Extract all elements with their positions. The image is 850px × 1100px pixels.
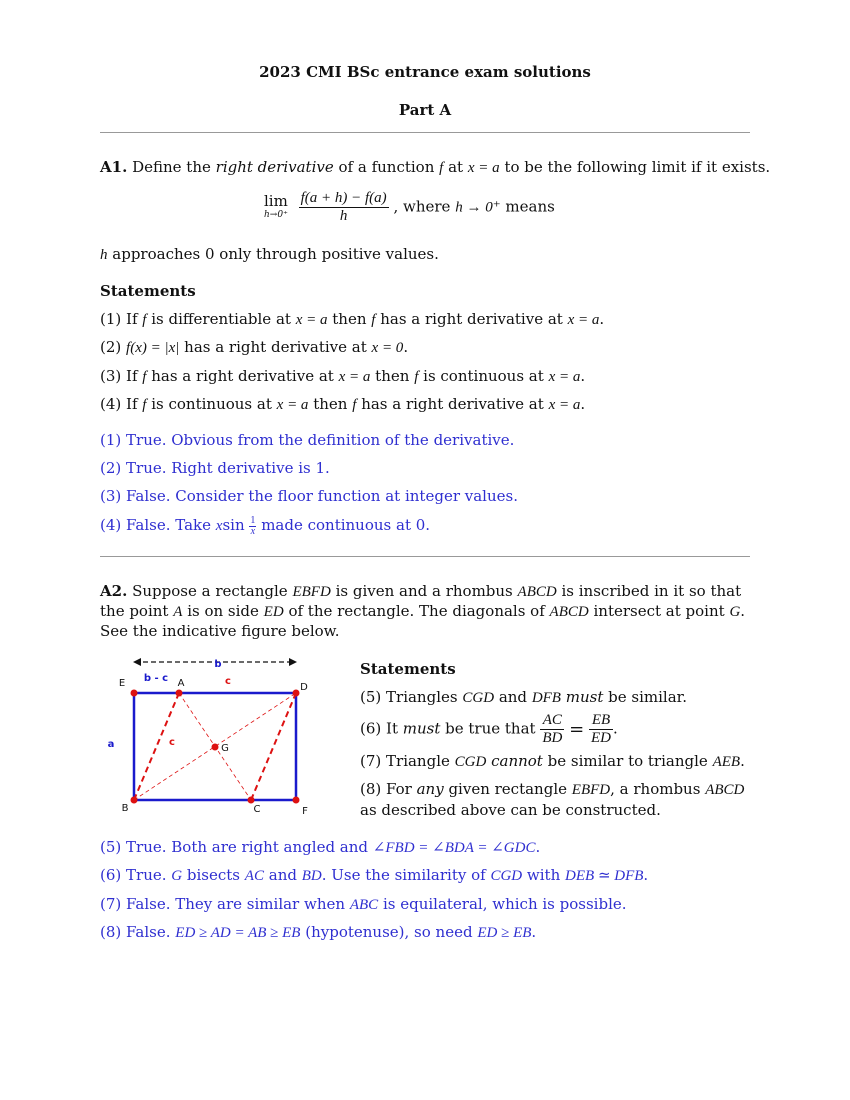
fraction-AC-BD — [540, 712, 564, 747]
answer-4 — [100, 515, 750, 537]
answer-8 — [100, 922, 750, 943]
text: with — [526, 866, 561, 884]
numerator: 1 — [250, 514, 256, 526]
text: has a right derivative at — [361, 395, 544, 413]
emphasis: must — [565, 688, 604, 706]
math: ∠FBD = ∠BDA = ∠GDC — [372, 840, 536, 856]
math: DFB — [531, 690, 561, 706]
math: AEB — [712, 754, 741, 770]
text: means — [505, 197, 555, 216]
math: ED ≥ EB — [477, 925, 532, 941]
text: . — [535, 838, 541, 856]
text: (3) If — [100, 367, 138, 385]
b-arrow-right-head — [289, 658, 297, 666]
math: x = a — [467, 160, 500, 176]
answer-6 — [100, 865, 750, 886]
label-a: a — [107, 739, 115, 750]
text: is given and a rhombus — [335, 582, 513, 600]
label-B: B — [121, 803, 129, 814]
math: EBFD — [292, 584, 331, 600]
text: . — [613, 719, 618, 738]
math: f — [352, 397, 357, 413]
text: then — [313, 395, 348, 413]
label-c-top: c — [225, 676, 231, 687]
numerator: EB — [589, 712, 613, 730]
text: (6) True. — [100, 866, 167, 884]
math: x = 0 — [371, 340, 404, 356]
text: Suppose a rectangle — [132, 582, 288, 600]
label-c-side: c — [169, 737, 175, 748]
text: is continuous at — [151, 395, 272, 413]
text: and — [268, 866, 297, 884]
label-b-minus-c: b - c — [143, 673, 169, 684]
text: has a right derivative at — [380, 310, 563, 328]
text: is equilateral, which is possible. — [382, 895, 627, 913]
text: is continuous at — [423, 367, 544, 385]
math: G — [171, 868, 183, 884]
text: . — [531, 923, 537, 941]
math: ED ≥ AD = AB ≥ EB — [175, 925, 301, 941]
math: ABCD — [705, 782, 745, 798]
a1-label: A1. — [100, 158, 128, 176]
text: (8) For — [360, 780, 412, 798]
point-F — [293, 797, 300, 804]
math: CGD — [454, 754, 487, 770]
a2-intro-line-1 — [100, 581, 750, 602]
math: x = a — [338, 369, 371, 385]
text: is inscribed in it so that — [561, 582, 742, 600]
text: , a rhombus — [610, 780, 701, 798]
divider — [100, 132, 750, 133]
text: the point — [100, 602, 169, 620]
math: A — [173, 604, 183, 620]
text: (7) False. They are similar when — [100, 895, 346, 913]
statement-7 — [360, 752, 745, 771]
statement-3 — [100, 366, 750, 387]
statement-2 — [100, 337, 750, 358]
text: is on side — [187, 602, 259, 620]
numerator: AC — [540, 712, 564, 730]
text: Define the — [132, 158, 211, 176]
text: (1) If — [100, 310, 138, 328]
answer-2: (2) True. Right derivative is 1. — [100, 459, 330, 477]
math: f — [414, 369, 419, 385]
rhombus-rectangle-figure — [100, 650, 330, 820]
limit-formula — [264, 190, 555, 225]
text: (8) False. — [100, 923, 171, 941]
math: h → 0⁺ — [455, 199, 501, 216]
text: and — [498, 688, 528, 706]
point-B — [131, 797, 138, 804]
text: . Use the similarity of — [321, 866, 486, 884]
math: CGD — [462, 690, 495, 706]
math: f — [371, 312, 376, 328]
denominator: ED — [591, 730, 612, 746]
math: BD — [301, 868, 322, 884]
math: DEB ≃ DFB — [565, 868, 644, 884]
math: CGD — [490, 868, 523, 884]
math: AC — [244, 868, 264, 884]
text: be true that — [445, 719, 536, 738]
limit-fraction — [299, 190, 389, 225]
text: . — [643, 866, 649, 884]
a2-intro-line-3: See the indicative figure below. — [100, 622, 340, 640]
text: approaches 0 only through positive values. — [112, 245, 439, 263]
fraction-EB-ED — [589, 712, 613, 747]
statement-8 — [360, 780, 744, 799]
label-C: C — [253, 804, 261, 815]
denominator: BD — [542, 730, 563, 746]
statement-5 — [360, 688, 687, 707]
text: made continuous at 0. — [261, 516, 431, 534]
a1-continuation — [100, 244, 750, 265]
math: ED — [263, 604, 284, 620]
math: x = a — [548, 397, 581, 413]
text: . — [580, 367, 586, 385]
text: of a function — [338, 158, 435, 176]
lim-sub: h→0⁺ — [264, 209, 288, 220]
text: , where — [393, 197, 451, 216]
text: given rectangle — [448, 780, 567, 798]
math: x = a — [276, 397, 309, 413]
answer-7 — [100, 894, 750, 915]
math: G — [729, 604, 741, 620]
text: of the rectangle. The diagonals of — [288, 602, 545, 620]
term: right derivative — [215, 158, 334, 176]
math: x = a — [567, 312, 600, 328]
answer-5 — [100, 837, 750, 858]
math: f(x) = |x| — [126, 340, 180, 356]
text: (4) False. Take — [100, 516, 212, 534]
numerator: f(a + h) − f(a) — [300, 190, 387, 206]
text: has a right derivative at — [184, 338, 367, 356]
label-D: D — [300, 682, 308, 693]
math: h — [100, 247, 108, 263]
text: intersect at point — [593, 602, 725, 620]
text: . — [580, 395, 586, 413]
equals: = — [569, 719, 585, 740]
math: f — [439, 160, 444, 176]
point-G — [212, 744, 219, 751]
point-C — [248, 797, 255, 804]
point-A — [176, 690, 183, 697]
statement-1 — [100, 309, 750, 330]
text: (7) Triangle — [360, 752, 450, 770]
text: . — [740, 602, 746, 620]
text: (hypotenuse), so need — [305, 923, 473, 941]
text: be similar. — [608, 688, 687, 706]
denominator: x — [250, 525, 256, 537]
math: f — [142, 369, 147, 385]
statement-8-line-2: as described above can be constructed. — [360, 801, 661, 819]
a2-statements-heading: Statements — [360, 660, 456, 678]
emphasis: any — [416, 780, 444, 798]
label-b: b — [214, 659, 222, 670]
math: ABC — [349, 897, 379, 913]
math: x — [215, 518, 223, 534]
text: . — [599, 310, 605, 328]
text: (5) True. Both are right angled and — [100, 838, 369, 856]
divider — [100, 556, 750, 557]
document-title: 2023 CMI BSc entrance exam solutions — [259, 63, 591, 81]
math: EBFD — [571, 782, 611, 798]
limit-operator — [264, 191, 288, 222]
point-E — [131, 690, 138, 697]
text: is differentiable at — [151, 310, 291, 328]
math: f — [142, 397, 147, 413]
point-D — [293, 690, 300, 697]
label-E: E — [118, 678, 126, 689]
text: be similar to triangle — [547, 752, 708, 770]
text: to be the following limit if it exists. — [504, 158, 771, 176]
label-F: F — [302, 806, 308, 817]
text: . — [740, 752, 745, 770]
text: (4) If — [100, 395, 138, 413]
math: x = a — [295, 312, 328, 328]
math: f — [142, 312, 147, 328]
text: (6) It — [360, 719, 398, 738]
text: then — [332, 310, 367, 328]
a1-statements-heading: Statements — [100, 282, 196, 300]
text: (2) — [100, 338, 122, 356]
label-G: G — [221, 743, 229, 754]
b-arrow-left-head — [133, 658, 141, 666]
text: at — [448, 158, 464, 176]
label-A: A — [177, 678, 185, 689]
answer-1: (1) True. Obvious from the definition of the derivative. — [100, 431, 515, 449]
part-heading: Part A — [398, 101, 452, 119]
a1-intro — [100, 157, 771, 178]
fraction — [249, 516, 256, 537]
text: has a right derivative at — [151, 367, 334, 385]
emphasis: must — [402, 719, 441, 738]
text: . — [403, 338, 409, 356]
a2-intro-line-2 — [100, 601, 750, 622]
a2-label: A2. — [100, 582, 128, 600]
statement-6 — [360, 712, 618, 747]
denominator: h — [339, 208, 348, 224]
emphasis: cannot — [491, 752, 543, 770]
text: bisects — [186, 866, 241, 884]
text: sin — [222, 516, 245, 534]
math: x = a — [548, 369, 581, 385]
math: ABCD — [549, 604, 589, 620]
statement-4 — [100, 394, 750, 415]
rhombus-side-DC — [251, 693, 296, 800]
math: ABCD — [517, 584, 557, 600]
text: (5) Triangles — [360, 688, 458, 706]
answer-3: (3) False. Consider the floor function at integer values. — [100, 487, 518, 505]
text: then — [375, 367, 410, 385]
lim: lim — [264, 191, 288, 210]
